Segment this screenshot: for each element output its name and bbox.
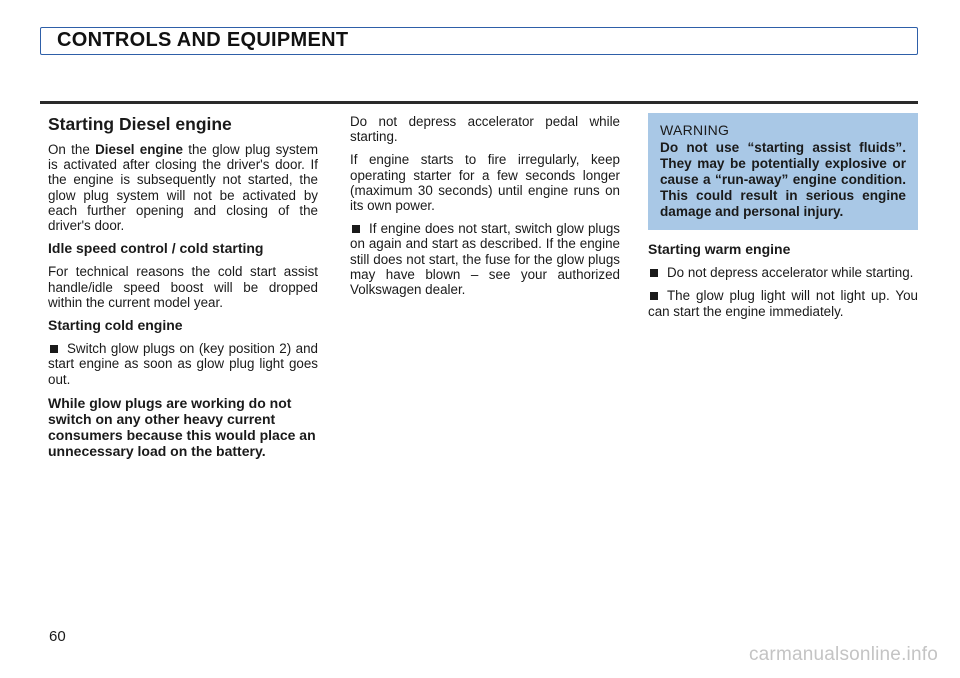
page-number: 60 [49,628,66,645]
intro-pre: On the [48,142,96,157]
no-start-paragraph [350,221,620,297]
idle-speed-paragraph: For technical reasons the cold start assist handle/idle speed boost will be dropped within the current model year. [48,264,318,310]
bullet-square-icon [352,225,360,233]
column-3 [648,114,918,327]
intro-bold: Diesel engine [95,142,183,157]
subheading-cold-engine: Starting cold engine [48,317,183,334]
intro-post: the glow plug system is activated after closing the driver's door. If the engine is subsequently not started, the glow plug system will not be activated by each further opening and closing of the driver's door. [48,142,319,234]
column-2 [350,114,620,305]
warm-accelerator-paragraph [648,265,918,280]
warning-box [648,113,918,230]
accelerator-paragraph: Do not depress accelerator pedal while starting. [350,114,620,145]
intro-paragraph [48,142,318,233]
no-start-text: If engine does not start, switch glow plugs on again and start as described. If the engine still does not start, the fuse for the glow plugs may have blown – see your authorized Volkswagen dealer. [350,221,620,298]
bullet-square-icon [650,269,658,277]
bullet-square-icon [50,345,58,353]
glow-light-text: The glow plug light will not light up. You can start the engine immediately. [648,288,918,319]
warning-title: WARNING [660,122,730,138]
subheading-idle-speed: Idle speed control / cold starting [48,240,264,257]
warm-accelerator-text: Do not depress accelerator while starting. [667,265,914,281]
cold-engine-paragraph [48,341,318,387]
page-title: CONTROLS AND EQUIPMENT [57,29,349,51]
subheading-warm-engine: Starting warm engine [648,241,791,257]
glow-light-paragraph [648,288,918,318]
column-1 [48,114,318,467]
watermark: carmanualsonline.info [748,644,938,665]
section-heading: Starting Diesel engine [48,114,232,134]
bullet-square-icon [650,292,658,300]
irregular-fire-paragraph: If engine starts to fire irregularly, keep operating starter for a few seconds longer (maximum 30 seconds) until engine runs on its own power. [350,152,620,214]
cold-engine-text: Switch glow plugs on (key position 2) and start engine as soon as glow plug light goes out. [48,341,318,387]
divider-rule [40,101,918,104]
warning-text: Do not use “starting assist fluids”. They may be potentially explosive or cause a “run-away” engine condition. This could result in serious engine damage and personal injury. [660,140,906,219]
bold-caution-note: While glow plugs are working do not switch on any other heavy current consumers because this would place an unnecessary load on the battery. [48,394,316,459]
